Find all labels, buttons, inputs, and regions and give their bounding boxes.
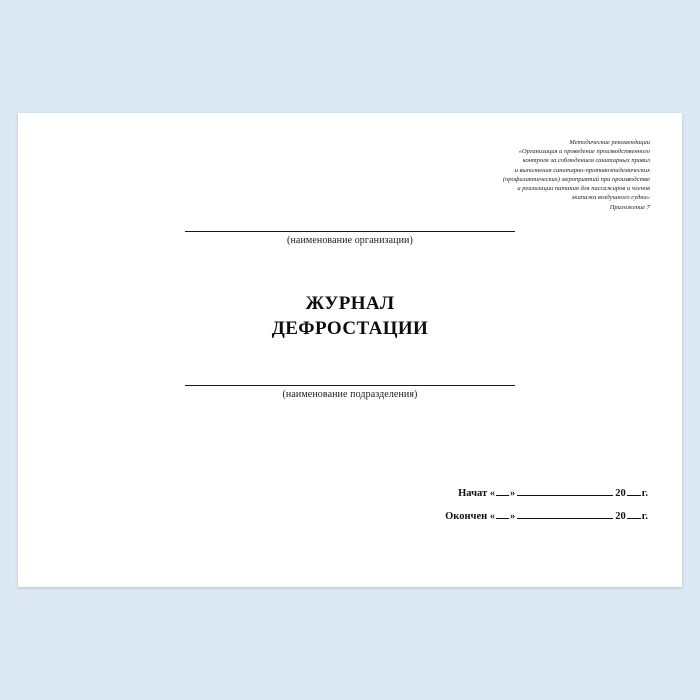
finished-label: Окончен « [445, 510, 496, 522]
started-label: Начат « [458, 488, 496, 499]
header-note-line-6: и реализации питания для пассажиров и членов [517, 185, 650, 193]
document-title [18, 291, 682, 341]
header-note-line-3: контроля за соблюдением санитарных правил [522, 157, 650, 165]
header-note-appendix: Приложение 7 [609, 203, 650, 211]
finished-day-blank [496, 518, 509, 519]
organization-name-field [18, 231, 682, 246]
started-year-blank [627, 495, 641, 496]
header-reference-note [350, 138, 650, 212]
organization-name-rule [185, 231, 515, 232]
finished-year-blank [627, 518, 641, 519]
finished-year-prefix: 20 [615, 510, 626, 522]
finished-label-tail: » [510, 510, 516, 522]
started-date-row [445, 489, 648, 500]
finished-date-row [445, 512, 648, 523]
header-note-line-4: и выполнения санитарно-противоэпидемических [514, 166, 650, 174]
header-note-line-5: (профилактических) мероприятий при производстве [502, 175, 650, 183]
document-title-line-1: ЖУРНАЛ [305, 293, 395, 314]
started-label-tail: » [510, 488, 516, 499]
subdivision-name-field [18, 385, 682, 400]
document-page [18, 113, 682, 587]
started-day-blank [496, 495, 509, 496]
journal-dates-block [445, 489, 648, 522]
header-note-line-1: Методические рекомендации [569, 139, 650, 146]
organization-name-caption: (наименование организации) [287, 235, 413, 246]
finished-month-blank [517, 518, 613, 519]
started-year-prefix: 20 [615, 488, 626, 499]
header-note-line-2: «Организация и проведение производственного [518, 148, 650, 156]
subdivision-name-caption: (наименование подразделения) [282, 389, 418, 400]
started-year-suffix: г. [641, 488, 648, 499]
finished-year-suffix: г. [641, 510, 648, 522]
document-page-content [18, 113, 682, 587]
subdivision-name-rule [185, 385, 515, 386]
header-note-line-7: экипажа воздушного судна» [571, 194, 650, 202]
started-month-blank [517, 495, 613, 496]
document-title-line-2: ДЕФРОСТАЦИИ [271, 318, 429, 340]
